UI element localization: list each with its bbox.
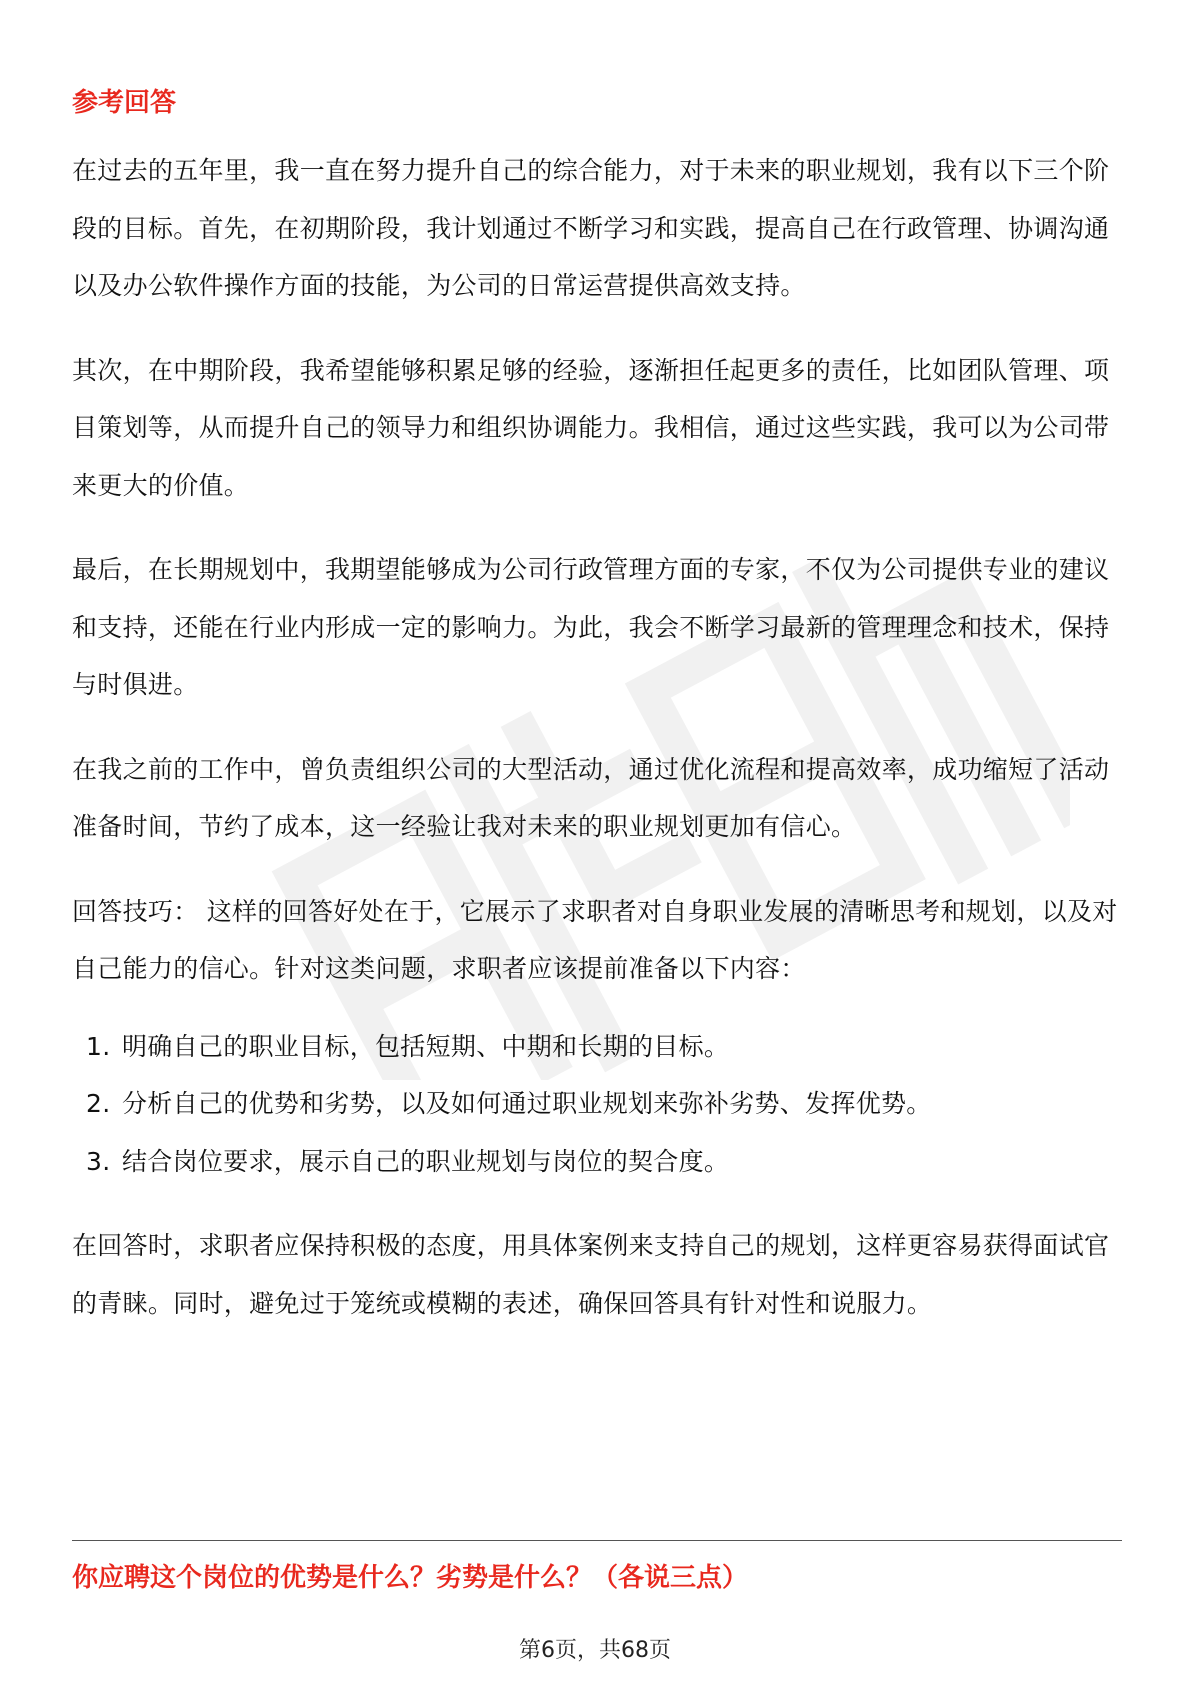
list-item-number: 3. [86,1146,111,1176]
tips-closing: 在回答时，求职者应保持积极的态度，用具体案例来支持自己的规划，这样更容易获得面试官的青睐。同时，避免过于笼统或模糊的表述，确保回答具有针对性和说服力。 [72,1231,1110,1318]
section-divider [72,1540,1122,1541]
answer-paragraph-3: 最后，在长期规划中，我期望能够成为公司行政管理方面的专家，不仅为公司提供专业的建议和支持，还能在行业内形成一定的影响力。为此，我会不断学习最新的管理理念和技术，保持与时俱进。 [72,555,1110,699]
tips-list [72,1018,1122,1191]
list-item-text: 明确自己的职业目标，包括短期、中期和长期的目标。 [122,1031,730,1061]
tips-intro: 回答技巧： 这样的回答好处在于，它展示了求职者对自身职业发展的清晰思考和规划，以及对自己能力的信心。针对这类问题，求职者应该提前准备以下内容： [72,896,1118,983]
page-number: 第6页，共68页 [519,1638,671,1663]
list-item-text: 分析自己的优势和劣势，以及如何通过职业规划来弥补劣势、发挥优势。 [122,1089,932,1118]
list-item-text: 结合岗位要求，展示自己的职业规划与岗位的契合度。 [122,1146,730,1176]
answer-paragraph-1: 在过去的五年里，我一直在努力提升自己的综合能力，对于未来的职业规划，我有以下三个阶段的目标。首先，在初期阶段，我计划通过不断学习和实践，提高自己在行政管理、协调沟通以及办公软件操作方面的技能，为公司的日常运营提供高效支持。 [72,156,1110,300]
list-item [72,1075,1122,1133]
reference-answer-heading: 参考回答 [72,88,177,118]
list-item [72,1133,1122,1191]
list-item-number: 1. [86,1031,111,1061]
list-item-number: 2. [86,1089,111,1118]
answer-paragraph-2: 其次，在中期阶段，我希望能够积累足够的经验，逐渐担任起更多的责任，比如团队管理、项目策划等，从而提升自己的领导力和组织协调能力。我相信，通过这些实践，我可以为公司带来更大的价值。 [72,355,1110,500]
list-item [72,1018,1122,1076]
next-question-heading: 你应聘这个岗位的优势是什么？劣势是什么？（各说三点） [72,1563,749,1593]
answer-paragraph-4: 在我之前的工作中，曾负责组织公司的大型活动，通过优化流程和提高效率，成功缩短了活动准备时间，节约了成本，这一经验让我对未来的职业规划更加有信心。 [72,754,1110,841]
content-area [72,86,1122,1332]
